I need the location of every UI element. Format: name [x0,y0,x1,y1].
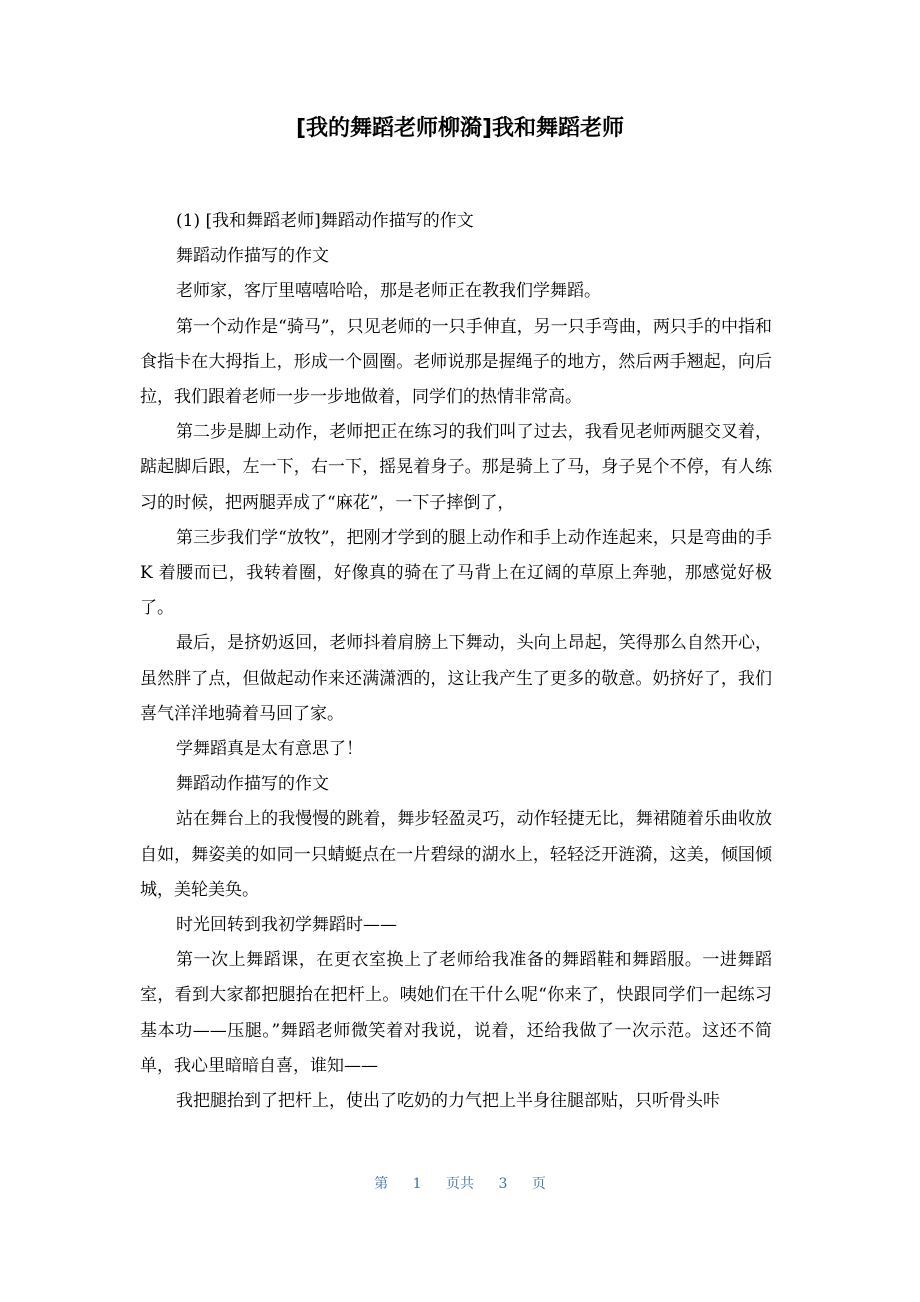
footer-label-end: 页 [531,1176,546,1192]
paragraph: 舞蹈动作描写的作文 [176,774,329,795]
page-footer [0,1172,920,1196]
paragraph: 站在舞台上的我慢慢的跳着，舞步轻盈灵巧，动作轻捷无比，舞裙随着乐曲收放自如，舞姿美的如同一只蜻蜓点在一片碧绿的湖水上，轻轻泛开涟漪，这美，倾国倾城，美轮美奂。 [140,809,772,900]
footer-label-total: 页共 [446,1176,474,1192]
paragraph: 时光回转到我初学舞蹈时—— [176,915,397,936]
footer-label-page: 第 [374,1176,389,1192]
paragraph: 学舞蹈真是太有意思了！ [176,739,363,760]
paragraph: 第二步是脚上动作，老师把正在练习的我们叫了过去，我看见老师两腿交叉着，踮起脚后跟，左一下，右一下，摇晃着身子。那是骑上了马，身子晃个不停，有人练习的时候，把两腿弄成了“麻花”，一下子摔倒了， [140,422,772,513]
paragraph: 第三步我们学“放牧”，把刚才学到的腿上动作和手上动作连起来，只是弯曲的手 K 着腰而已，我转着圈，好像真的骑在了马背上在辽阔的草原上奔驰，那感觉好极了。 [140,527,772,619]
paragraph: 我把腿抬到了把杆上，使出了吃奶的力气把上半身往腿部贴，只听骨头咔 [176,1091,720,1112]
paragraph: 第一个动作是“骑马”，只见老师的一只手伸直，另一只手弯曲，两只手的中指和食指卡在大拇指上，形成一个圆圈。老师说那是握绳子的地方，然后两手翘起，向后拉，我们跟着老师一步一步地做着，同学们的热情非常高。 [140,316,772,408]
paragraph: 第一次上舞蹈课，在更衣室换上了老师给我准备的舞蹈鞋和舞蹈服。一进舞蹈室，看到大家都把腿抬在把杆上。咦她们在干什么呢“你来了，快跟同学们一起练习基本功——压腿。”舞蹈老师微笑着对我说，说着，还给我做了一次示范。这还不简单，我心里暗暗自喜，谁知—— [140,950,772,1076]
paragraph: 老师家，客厅里嘻嘻哈哈，那是老师正在教我们学舞蹈。 [176,281,601,302]
paragraph: 最后，是挤奶返回，老师抖着肩膀上下舞动，头向上昂起，笑得那么自然开心，虽然胖了点，但做起动作来还满潇洒的，这让我产生了更多的敬意。奶挤好了，我们喜气洋洋地骑着马回了家。 [140,633,772,724]
footer-current-page: 1 [412,1176,422,1192]
paragraph: (1) [我和舞蹈老师]舞蹈动作描写的作文 [176,211,474,231]
document-title: [我的舞蹈老师柳漪]我和舞蹈老师 [295,116,625,141]
paragraph: 舞蹈动作描写的作文 [176,246,329,267]
footer-total-pages: 3 [498,1176,508,1192]
document-body [140,204,772,1119]
